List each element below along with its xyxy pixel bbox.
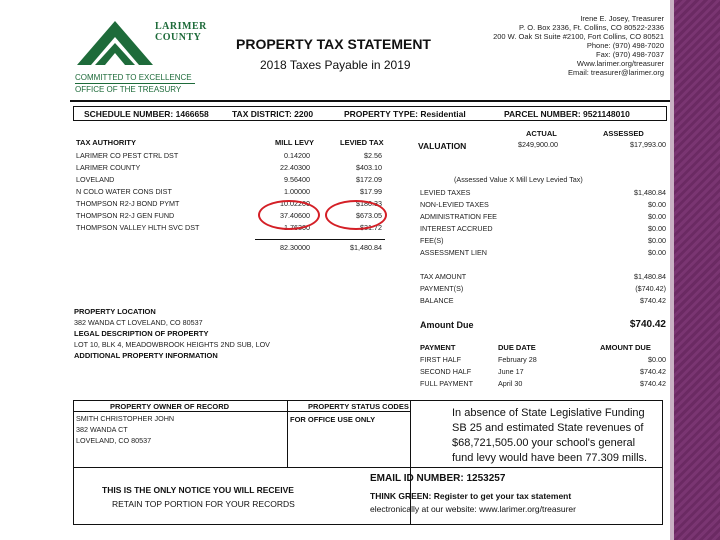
treasurer-contact xyxy=(493,14,664,77)
logo-caption-committed: COMMITTED TO EXCELLENCE xyxy=(75,73,192,82)
notice-line-1: In absence of State Legislative Funding xyxy=(452,407,645,419)
tax-district: TAX DISTRICT: 2200 xyxy=(232,109,314,119)
treasurer-website: Www.larimer.org/treasurer xyxy=(576,59,664,68)
think-green-line xyxy=(370,491,571,501)
actual-value: $249,900.00 xyxy=(518,140,558,149)
property-type: PROPERTY TYPE: Residential xyxy=(344,109,466,119)
treasurer-email: Email: treasurer@larimer.org xyxy=(568,68,664,77)
notice-line-4: fund levy would have been 77.309 mills. xyxy=(452,452,648,464)
tax-authority-name: THOMPSON R2-J GEN FUND xyxy=(76,211,175,220)
notice-line-2: SB 25 and estimated State revenues of xyxy=(452,422,644,434)
valuation-formula: (Assessed Value X Mill Levy Levied Tax) xyxy=(454,175,583,184)
payment-header: PAYMENT xyxy=(420,343,456,352)
header-divider xyxy=(70,100,670,102)
valuation-line-value: $1,480.84 xyxy=(634,188,666,197)
valuation-line-value: $0.00 xyxy=(648,200,666,209)
payment-due-date: February 28 xyxy=(498,355,537,364)
tax-authority-name: THOMPSON R2-J BOND PYMT xyxy=(76,199,180,208)
statement-title: PROPERTY TAX STATEMENT xyxy=(236,36,431,52)
payment-type: FIRST HALF xyxy=(420,355,462,364)
levied-tax-header: LEVIED TAX xyxy=(340,138,384,147)
owner-header-rule xyxy=(73,411,410,412)
mountain-logo-icon xyxy=(75,15,155,70)
owner-name: SMITH CHRISTOPHER JOHN xyxy=(76,414,175,423)
owner-header: PROPERTY OWNER OF RECORD xyxy=(110,402,230,411)
tax-authority-name: LOVELAND xyxy=(76,175,115,184)
valuation-line-value: $0.00 xyxy=(648,224,666,233)
footer-rule xyxy=(73,467,663,468)
think-green-website-line[interactable] xyxy=(370,504,576,514)
tax-statement-document xyxy=(70,10,670,535)
notice-line-3: $68,721,505.00 your school's general xyxy=(452,437,636,449)
amount-due-value: $740.42 xyxy=(629,319,666,330)
think-green-website[interactable]: electronically at our website: www.larimer.org/treasurer xyxy=(370,504,576,514)
due-date-header: DUE DATE xyxy=(498,343,536,352)
levied-tax-highlight-circle xyxy=(325,200,387,230)
treasurer-fax: Fax: (970) 498-7037 xyxy=(596,50,664,59)
mill-levy-highlight-circle xyxy=(258,200,320,230)
total-levied-tax: $1,480.84 xyxy=(350,243,382,252)
balance-label: BALANCE xyxy=(420,296,454,305)
status-office-use: FOR OFFICE USE ONLY xyxy=(290,415,376,424)
amount-due-label: Amount Due xyxy=(420,320,474,330)
legal-description-label: LEGAL DESCRIPTION OF PROPERTY xyxy=(74,329,209,338)
tax-total-rule xyxy=(255,239,385,240)
valuation-label: VALUATION xyxy=(418,141,467,151)
tax-mill-levy: 22.40300 xyxy=(280,163,310,172)
logo-divider xyxy=(75,83,195,84)
valuation-line-label: ADMINISTRATION FEE xyxy=(420,212,497,221)
tax-levied-amount: $180.33 xyxy=(356,199,382,208)
parcel-number: PARCEL NUMBER: 9521148010 xyxy=(504,109,630,119)
owner-city: LOVELAND, CO 80537 xyxy=(76,436,152,445)
legal-description: LOT 10, BLK 4, MEADOWBROOK HEIGHTS 2ND SUB, LOV xyxy=(74,340,270,349)
balance-value: $740.42 xyxy=(640,296,666,305)
valuation-line-value: $0.00 xyxy=(648,212,666,221)
payment-type: FULL PAYMENT xyxy=(420,379,473,388)
actual-header: ACTUAL xyxy=(526,129,557,138)
logo-name-line1: LARIMER xyxy=(155,21,207,32)
treasurer-name: Irene E. Josey, Treasurer xyxy=(580,14,664,23)
tax-authority-name: LARIMER CO PEST CTRL DST xyxy=(76,151,179,160)
tax-authority-name: THOMPSON VALLEY HLTH SVC DST xyxy=(76,223,200,232)
tax-authority-name: LARIMER COUNTY xyxy=(76,163,141,172)
statement-subtitle: 2018 Taxes Payable in 2019 xyxy=(260,58,411,72)
valuation-line-value: $0.00 xyxy=(648,236,666,245)
logo-name-line2: COUNTY xyxy=(155,32,202,43)
tax-mill-levy: 0.14200 xyxy=(284,151,310,160)
owner-street: 382 WANDA CT xyxy=(76,425,128,434)
payment-amount-due: $740.42 xyxy=(640,367,666,376)
payment-type: SECOND HALF xyxy=(420,367,472,376)
valuation-line-value: $0.00 xyxy=(648,248,666,257)
assessed-header: ASSESSED xyxy=(603,129,644,138)
larimer-county-logo xyxy=(75,15,235,100)
logo-caption-office: OFFICE OF THE TREASURY xyxy=(75,85,182,94)
payments-value: ($740.42) xyxy=(635,284,666,293)
payment-due-date: June 17 xyxy=(498,367,524,376)
treasurer-address: 200 W. Oak St Suite #2100, Fort Collins, CO 80521 xyxy=(493,32,664,41)
tax-amount-label: TAX AMOUNT xyxy=(420,272,467,281)
tax-levied-amount: $17.99 xyxy=(360,187,382,196)
valuation-line-label: ASSESSMENT LIEN xyxy=(420,248,487,257)
tax-mill-levy: 10.02200 xyxy=(280,199,310,208)
assessed-value: $17,993.00 xyxy=(630,140,666,149)
tax-mill-levy: 1.76300 xyxy=(284,223,310,232)
tax-levied-amount: $172.09 xyxy=(356,175,382,184)
payment-due-date: April 30 xyxy=(498,379,523,388)
payment-amount-due: $0.00 xyxy=(648,355,666,364)
schedule-bar xyxy=(73,106,667,121)
amount-due-header: AMOUNT DUE xyxy=(600,343,651,352)
treasurer-po-box: P. O. Box 2336, Ft. Collins, CO 80522-2336 xyxy=(519,23,664,32)
valuation-line-label: LEVIED TAXES xyxy=(420,188,471,197)
tax-levied-amount: $31.72 xyxy=(360,223,382,232)
property-location-label: PROPERTY LOCATION xyxy=(74,307,156,316)
tax-authority-header: TAX AUTHORITY xyxy=(76,138,136,147)
think-green-text: THINK GREEN: Register to get your tax statement xyxy=(370,491,572,501)
tax-levied-amount: $403.10 xyxy=(356,163,382,172)
decorative-sidebar xyxy=(670,0,720,540)
only-notice-text: THIS IS THE ONLY NOTICE YOU WILL RECEIVE xyxy=(102,485,294,495)
additional-info-label: ADDITIONAL PROPERTY INFORMATION xyxy=(74,351,218,360)
tax-levied-amount: $2.56 xyxy=(364,151,382,160)
tax-levied-amount: $673.05 xyxy=(356,211,382,220)
valuation-line-label: NON-LEVIED TAXES xyxy=(420,200,489,209)
total-mill-levy: 82.30000 xyxy=(280,243,310,252)
payments-label: PAYMENT(S) xyxy=(420,284,464,293)
tax-mill-levy: 9.56400 xyxy=(284,175,310,184)
payment-amount-due: $740.42 xyxy=(640,379,666,388)
email-id-number: EMAIL ID NUMBER: 1253257 xyxy=(370,473,506,484)
logo-name xyxy=(155,21,207,43)
treasurer-phone: Phone: (970) 498-7020 xyxy=(586,41,664,50)
mill-levy-header: MILL LEVY xyxy=(275,138,315,147)
tax-authority-name: N COLO WATER CONS DIST xyxy=(76,187,172,196)
valuation-line-label: FEE(S) xyxy=(420,236,444,245)
status-codes-header: PROPERTY STATUS CODES xyxy=(308,402,409,411)
property-location: 382 WANDA CT LOVELAND, CO 80537 xyxy=(74,318,203,327)
tax-mill-levy: 1.00000 xyxy=(284,187,310,196)
schedule-number: SCHEDULE NUMBER: 1466658 xyxy=(84,109,209,119)
tax-mill-levy: 37.40600 xyxy=(280,211,310,220)
tax-amount-value: $1,480.84 xyxy=(634,272,666,281)
retain-text: RETAIN TOP PORTION FOR YOUR RECORDS xyxy=(112,499,295,509)
valuation-line-label: INTEREST ACCRUED xyxy=(420,224,493,233)
owner-status-divider xyxy=(287,400,288,467)
